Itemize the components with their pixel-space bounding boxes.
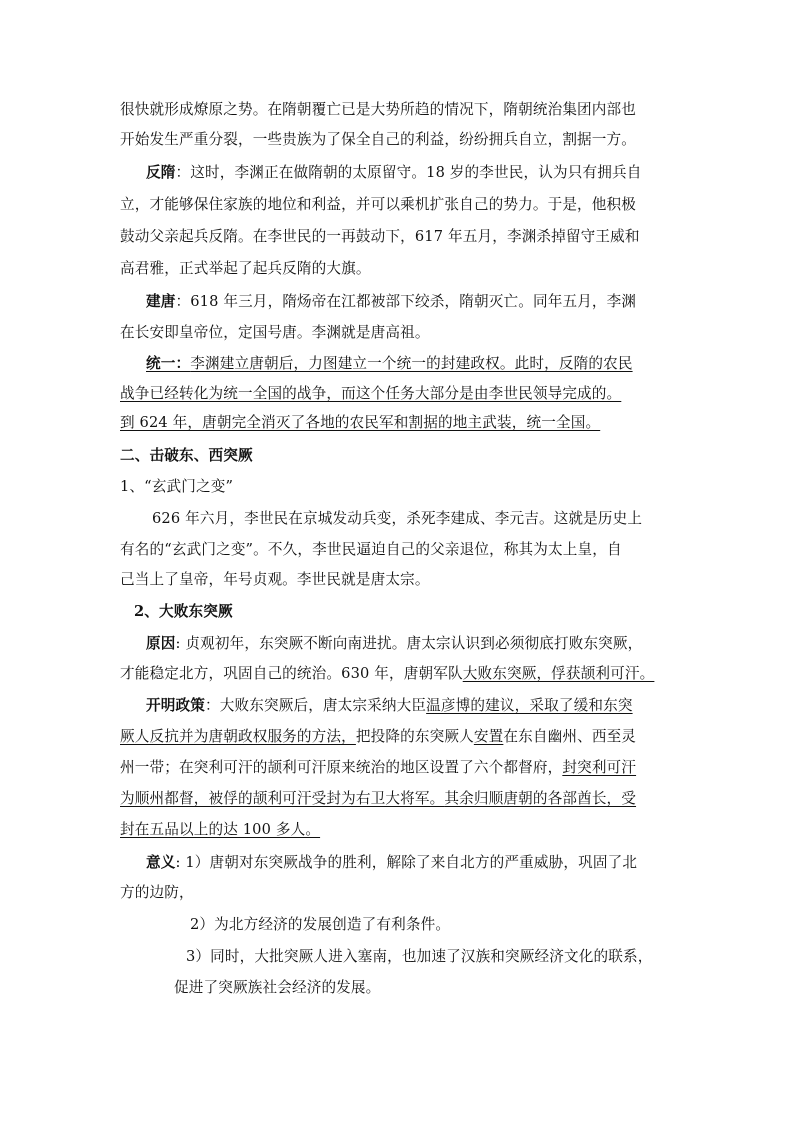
intro-line-2: 开始发生严重分裂，一些贵族为了保全自己的利益，纷纷拥兵自立，割据一方。: [120, 131, 637, 148]
jiantang-label: 建唐: [146, 293, 176, 310]
significance-point-2: 2）为北方经济的发展创造了有利条件。: [190, 916, 451, 933]
fansui-line-3: 鼓动父亲起兵反隋。在李世民的一再鼓动下，617 年五月，李渊杀掉留守王威和: [120, 228, 640, 245]
cause-label: 原因: [146, 635, 176, 652]
intro-line-1: 很快就形成燎原之势。在隋朝覆亡已是大势所趋的情况下，隋朝统治集团内部也: [120, 101, 637, 118]
policy-label: 开明政策: [146, 697, 205, 714]
sub1-line-1: 626 年六月，李世民在京城发动兵变，杀死李建成、李元吉。这就是历史上: [152, 510, 643, 527]
significance-line-1: 意义: 1）唐朝对东突厥战争的胜利，解除了来自北方的严重威胁，巩固了北: [146, 854, 638, 871]
fansui-line-2: 立，才能够保住家族的地位和利益，并可以乘机扩张自己的势力。于是，他积极: [120, 196, 637, 213]
fansui-line-4: 高君雅，正式举起了起兵反隋的大旗。: [120, 260, 371, 277]
policy-line-1: 开明政策：大败东突厥后，唐太宗采纳大臣温彦博的建议，采取了缓和东突: [146, 697, 633, 714]
tongyi-line-2: 战争已经转化为统一全国的战争，而这个任务大部分是由李世民领导完成的。: [120, 385, 622, 402]
fansui-line-1: 反隋：这时，李渊正在做隋朝的太原留守。18 岁的李世民，认为只有拥兵自: [146, 164, 642, 181]
tongyi-line-3: 到 624 年，唐朝完全消灭了各地的农民军和割据的地主武装，统一全国。: [120, 414, 601, 431]
sub1-heading: 1、“玄武门之变”: [120, 478, 234, 495]
sub2-heading: 2、大败东突厥: [134, 603, 233, 620]
cause-line-2: 才能稳定北方，巩固自己的统治。630 年，唐朝军队大败东突厥，俘获颉利可汗。: [120, 665, 655, 682]
tongyi-line-1: 统一：李渊建立唐朝后，力图建立一个统一的封建政权。此时，反隋的农民: [146, 355, 633, 372]
policy-line-2: 厥人反抗并为唐朝政权服务的方法，把投降的东突厥人安置在东自幽州、西至灵: [120, 728, 637, 745]
tongyi-label: 统一: [146, 355, 176, 372]
significance-line-2: 方的边防，: [120, 884, 194, 901]
jiantang-line-1: 建唐：618 年三月，隋炀帝在江都被部下绞杀，隋朝灭亡。同年五月，李渊: [146, 293, 637, 310]
significance-point-3-line-1: 3）同时，大批突厥人进入塞南，也加速了汉族和突厥经济文化的联系，: [186, 948, 653, 965]
significance-point-3-line-2: 促进了突厥族社会经济的发展。: [174, 979, 381, 996]
fansui-label: 反隋: [146, 164, 176, 181]
sub1-line-3: 己当上了皇帝，年号贞观。李世民就是唐太宗。: [120, 571, 430, 588]
sub1-line-2: 有名的“玄武门之变”。不久，李世民逼迫自己的父亲退位，称其为太上皇，自: [120, 541, 622, 558]
significance-label: 意义: [146, 854, 176, 871]
jiantang-line-2: 在长安即皇帝位，定国号唐。李渊就是唐高祖。: [120, 324, 430, 341]
section-2-heading: 二、击破东、西突厥: [120, 447, 253, 464]
policy-line-3: 州一带；在突利可汗的颉利可汗原来统治的地区设置了六个都督府，封突利可汗: [120, 759, 637, 776]
cause-line-1: 原因: 贞观初年，东突厥不断向南进扰。唐太宗认识到必须彻底打败东突厥，: [146, 635, 643, 652]
policy-line-4: 为顺州都督，被俘的颉利可汗受封为右卫大将军。其余归顺唐朝的各部酋长，受: [120, 790, 637, 807]
policy-line-5: 封在五品以上的达 100 多人。: [120, 821, 321, 838]
